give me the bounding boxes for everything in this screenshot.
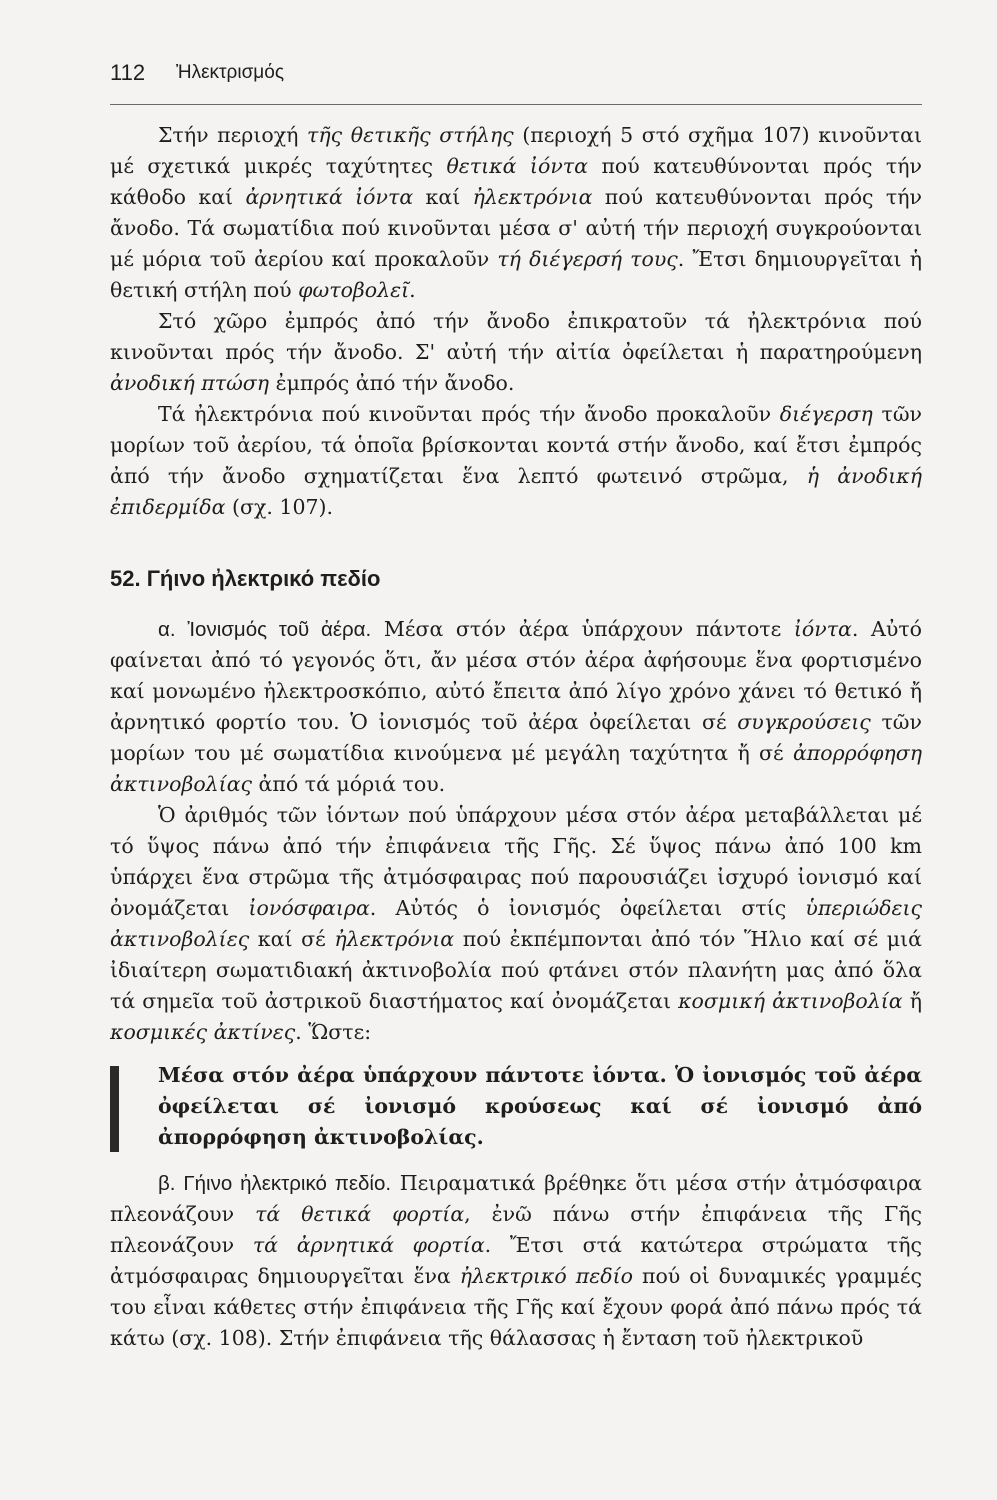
paragraph-positive-column: Στήν περιοχή τῆς θετικῆς στήλης (περιοχή 5 στό σχῆμα 107) κινοῦνται μέ σχετικά μικρές ταχύτητες θετικά ἰόντα πού κατευθύνονται πρός τήν κάθοδο καί ἀρνητικά ἰόντα καί ἠλεκτρόνια πού κατευθύνονται πρός τήν ἄνοδο. Τά σωματίδια πού κινοῦνται μέσα σ' αὐτή τήν περιοχή συγκρούονται μέ μόρια τοῦ ἀερίου καί προκαλοῦν τή διέγερσή τους. Ἔτσι δημιουργεῖται ἡ θετική στήλη πού φωτοβολεῖ.: [110, 123, 923, 302]
summary-box: [110, 1060, 922, 1156]
section-heading: 52. Γήινο ἠλεκτρικό πεδίο: [110, 566, 381, 591]
page-header: [110, 60, 920, 100]
paragraph-anode-fall: Στό χῶρο ἐμπρός ἀπό τήν ἄνοδο ἐπικρατοῦν τά ἠλεκτρόνια πού κινοῦνται πρός τήν ἄνοδο. Σ' αὐτή τήν αἰτία ὀφείλεται ἡ παρατηρούμενη ἀνοδική πτώση ἐμπρός ἀπό τήν ἄνοδο.: [110, 309, 922, 395]
paragraph-ionosphere: Ὁ ἀριθμός τῶν ἰόντων πού ὑπάρχουν μέσα στόν ἀέρα μεταβάλλεται μέ τό ὕψος πάνω ἀπό τήν ἐπιφάνεια τῆς Γῆς. Σέ ὕψος πάνω ἀπό 100 km ὑπάρχει ἕνα στρῶμα τῆς ἀτμόσφαιρας πού παρουσιάζει ἰσχυρό ἰονισμό καί ὀνομάζεται ἰονόσφαιρα. Αὐτός ὁ ἰονισμός ὀφείλεται στίς ὑπεριώδεις ἀκτινοβολίες καί σέ ἠλεκτρόνια πού ἐκπέμπονται ἀπό τόν Ἥλιο καί σέ μιά ἰδιαίτερη σωματιδιακή ἀκτινοβολία πού φτάνει στόν πλανήτη μας ἀπό ὅλα τά σημεῖα τοῦ ἀστρικοῦ διαστήματος καί ὀνομάζεται κοσμική ἀκτινοβολία ἤ κοσμικές ἀκτίνες. Ὥστε:: [110, 803, 922, 1044]
summary-text: Μέσα στόν ἀέρα ὑπάρχουν πάντοτε ἰόντα. Ὁ ἰονισμός τοῦ ἀέρα ὀφείλεται σέ ἰονισμό κρούσεως καί σέ ἰονισμό ἀπό ἀπορρόφηση ἀκτινοβολίας.: [158, 1063, 922, 1149]
summary-marker-bar: [110, 1066, 119, 1152]
header-rule: [110, 104, 922, 105]
subsection-label-a: α. Ἰονισμός τοῦ ἀέρα.: [158, 618, 372, 641]
text-block-top: [110, 120, 922, 523]
paragraph-anode-glow: Τά ἠλεκτρόνια πού κινοῦνται πρός τήν ἄνοδο προκαλοῦν διέγερση τῶν μορίων τοῦ ἀερίου, τά ὁποῖα βρίσκονται κοντά στήν ἄνοδο, καί ἔτσι ἐμπρός ἀπό τήν ἄνοδο σχηματίζεται ἕνα λεπτό φωτεινό στρῶμα, ἡ ἀνοδική ἐπιδερμίδα (σχ. 107).: [110, 402, 923, 519]
subsection-label-b: β. Γήινο ἠλεκτρικό πεδίο.: [158, 1172, 392, 1195]
paragraph-air-ionization: α. Ἰονισμός τοῦ ἀέρα. Μέσα στόν ἀέρα ὑπάρχουν πάντοτε ἰόντα. Αὐτό φαίνεται ἀπό τό γεγονός ὅτι, ἄν μέσα στόν ἀέρα ἀφήσουμε ἕνα φορτισμένο καί μονωμένο ἠλεκτροσκόπιο, αὐτό ἔπειτα ἀπό λίγο χρόνο χάνει τό θετικό ἤ ἀρνητικό φορτίο του. Ὁ ἰονισμός τοῦ ἀέρα ὀφείλεται σέ συγκρούσεις τῶν μορίων του μέ σωματίδια κινούμενα μέ μεγάλη ταχύτητα ἤ σέ ἀπορρόφηση ἀκτινοβολίας ἀπό τά μόριά του.: [110, 617, 922, 796]
running-title: Ἠλεκτρισμός: [176, 62, 284, 83]
paragraph-earth-field: β. Γήινο ἠλεκτρικό πεδίο. Πειραματικά βρέθηκε ὅτι μέσα στήν ἀτμόσφαιρα πλεονάζουν τά θετικά φορτία, ἐνῶ πάνω στήν ἐπιφάνεια τῆς Γῆς πλεονάζουν τά ἀρνητικά φορτία. Ἔτσι στά κατώτερα στρώματα τῆς ἀτμόσφαιρας δημιουργεῖται ἕνα ἠλεκτρικό πεδίο πού οἱ δυναμικές γραμμές του εἶναι κάθετες στήν ἐπιφάνεια τῆς Γῆς καί ἔχουν φορά ἀπό πάνω πρός τά κάτω (σχ. 108). Στήν ἐπιφάνεια τῆς θάλασσας ἡ ἔνταση τοῦ ἠλεκτρικοῦ: [110, 1171, 922, 1350]
page-number: 112: [110, 60, 146, 85]
text-block-middle: [110, 614, 922, 1048]
text-block-bottom: [110, 1168, 922, 1354]
